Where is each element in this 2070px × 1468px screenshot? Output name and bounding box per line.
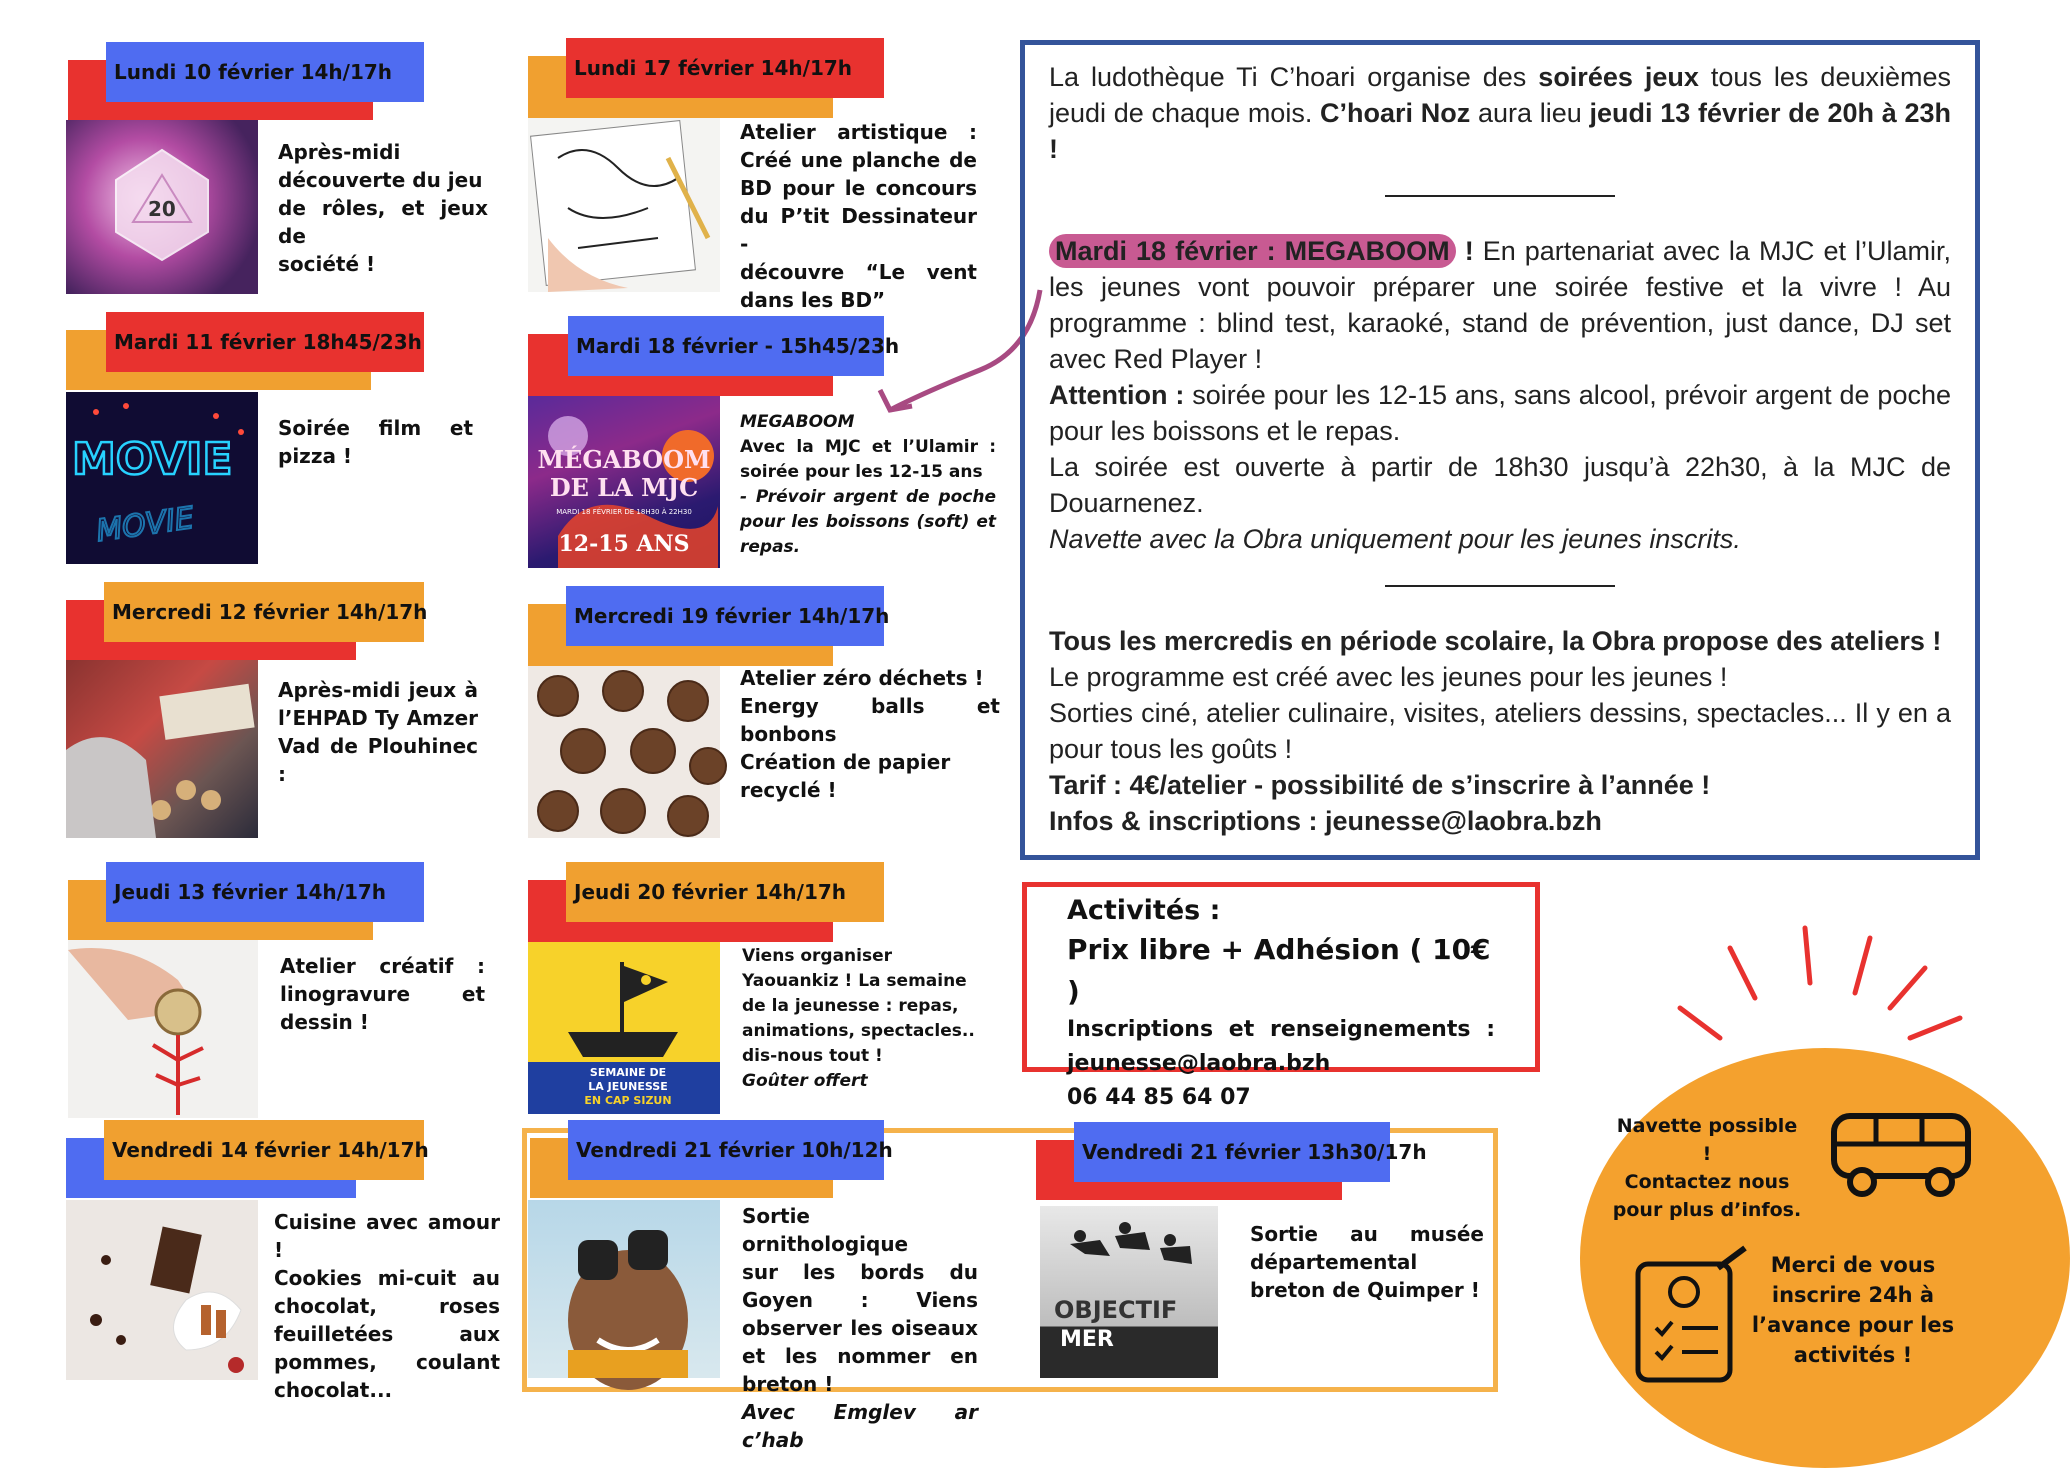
info-paragraph-5: Navette avec la Obra uniquement pour les jeunes inscrits. (1049, 524, 1741, 554)
desc-line: Sortie au musée (1250, 1222, 1484, 1246)
event-date: Vendredi 14 février 14h/17h (104, 1120, 424, 1180)
price-box (1022, 882, 1540, 1110)
yaouankiz-poster (528, 942, 720, 1114)
info-text: En partenariat avec la MJC et l’Ulamir, les jeunes vont pouvoir préparer une soirée festive et la vivre ! Au programme : blind test, karaoké, stand de prévention, just dance, DJ set avec Red Player ! (1049, 236, 1951, 374)
desc-line: observer les oiseaux (742, 1316, 978, 1340)
desc-line: dessin ! (280, 1010, 369, 1034)
event-desc (278, 138, 488, 278)
desc-line: Atelier créatif : (280, 954, 485, 978)
info-panel (1020, 40, 1980, 860)
desc-line: recyclé ! (740, 778, 837, 802)
event-date: Lundi 10 février 14h/17h (106, 42, 424, 102)
note-line: pour plus d’infos. (1612, 1199, 1802, 1221)
price-title: Activités : (1067, 895, 1221, 926)
desc-line: Avec la MJC et l’Ulamir : (740, 437, 996, 457)
energy-balls-image (528, 666, 720, 838)
info-paragraph-2 (1049, 233, 1951, 377)
desc-line: pizza ! (278, 444, 353, 468)
poster-line-2: MER (1060, 1327, 1114, 1352)
desc-line: Atelier zéro déchets ! (740, 666, 984, 690)
desc-line: Goyen : Viens (742, 1288, 978, 1312)
merci-note (1748, 1250, 1958, 1370)
desc-line: Viens organiser (742, 946, 893, 966)
desc-title: MEGABOOM (740, 412, 855, 432)
linocut-image (68, 940, 258, 1118)
desc-line: BD pour le concours (740, 176, 977, 200)
movie-sign-image (66, 392, 258, 564)
desc-line: pommes, coulant (274, 1350, 500, 1374)
desc-italic: - Prévoir argent de poche (740, 487, 996, 507)
info-bold: soirées jeux (1538, 62, 1699, 92)
info-paragraph-6: Tous les mercredis en période scolaire, la Obra propose des ateliers ! (1049, 626, 1942, 656)
desc-line: Cookies mi-cuit au (274, 1266, 500, 1290)
desc-line: découvre “Le vent (740, 260, 977, 284)
desc-line: découverte du jeu (278, 168, 483, 192)
desc-line: chocolat... (274, 1378, 393, 1402)
price-line: Prix libre + Adhésion ( 10€ ) (1067, 933, 1491, 1008)
event-date: Jeudi 13 février 14h/17h (106, 862, 424, 922)
desc-line: dis-nous tout ! (742, 1046, 883, 1066)
desc-line: Après-midi (278, 140, 401, 164)
event-desc (740, 410, 996, 560)
board-game-image (66, 660, 258, 838)
desc-line: breton de Quimper ! (1250, 1278, 1480, 1302)
info-text: tous les deuxièmes jeudi de chaque mois. (1049, 62, 1952, 128)
desc-line: départemental (1250, 1250, 1418, 1274)
desc-line: et les nommer en (742, 1344, 978, 1368)
desc-line: Vad de Plouhinec : (278, 734, 478, 786)
desc-line: sur les bords du (742, 1260, 978, 1284)
event-date: Mercredi 12 février 14h/17h (104, 582, 424, 642)
event-date: Lundi 17 février 14h/17h (566, 38, 884, 98)
info-paragraph-8: Sorties ciné, atelier culinaire, visites, ateliers dessins, spectacles... Il y en a pour tous les goûts ! (1049, 698, 1951, 764)
info-paragraph-4: La soirée est ouverte à partir de 18h30 jusqu’à 22h30, à la MJC de Douarnenez. (1049, 452, 1951, 518)
note-line: Navette possible ! (1616, 1115, 1798, 1165)
desc-line: Atelier artistique : (740, 120, 977, 144)
desc-line: Energy balls et bonbons (740, 694, 1000, 746)
info-paragraph-1 (1049, 59, 1951, 167)
info-paragraph-7: Le programme est créé avec les jeunes pour les jeunes ! (1049, 662, 1728, 692)
desc-line: dans les BD” (740, 288, 886, 312)
event-desc (278, 414, 473, 470)
poster-line-1: OBJECTIF (1054, 1296, 1178, 1324)
checklist-icon (1630, 1248, 1750, 1388)
note-line: activités ! (1793, 1343, 1913, 1367)
poster-line-2: LA JEUNESSE (588, 1080, 668, 1093)
movie-sign-text: MOVIE (72, 434, 233, 485)
info-bold: C’hoari Noz (1320, 98, 1471, 128)
event-desc (280, 952, 485, 1036)
poster-title-2: DE LA MJC (549, 473, 699, 502)
note-line: inscrire 24h à (1771, 1283, 1935, 1307)
desc-italic: repas. (740, 537, 801, 557)
desc-line: du P’tit Dessinateur - (740, 204, 977, 256)
note-line: Contactez nous (1624, 1171, 1790, 1193)
info-paragraph-3 (1049, 377, 1951, 449)
poster-age: 12-15 ANS (558, 531, 690, 557)
event-desc (742, 944, 992, 1094)
price-phone: 06 44 85 64 07 (1067, 1085, 1251, 1110)
event-date: Mercredi 19 février 14h/17h (566, 586, 884, 646)
desc-line: Après-midi jeux à (278, 678, 478, 702)
price-email: jeunesse@laobra.bzh (1067, 1051, 1331, 1076)
info-bold: ! (1455, 236, 1474, 266)
event-date: Mardi 11 février 18h45/23h (106, 312, 424, 372)
event-date: Vendredi 21 février 13h30/17h (1074, 1122, 1390, 1182)
note-line: Merci de vous (1770, 1253, 1936, 1277)
poster-title-1: MÉGABOOM (537, 445, 711, 474)
event-desc (274, 1208, 500, 1404)
desc-line: Yaouankiz ! La semaine (742, 971, 967, 991)
desc-line: de la jeunesse : repas, (742, 996, 959, 1016)
separator (1385, 195, 1615, 197)
poster-line-1: SEMAINE DE (589, 1066, 667, 1079)
chocolate-image (66, 1200, 258, 1380)
desc-line: feuilletées aux (274, 1322, 500, 1346)
event-desc (278, 676, 478, 788)
objectif-mer-poster (1040, 1206, 1218, 1378)
event-date: Vendredi 21 février 10h/12h (568, 1120, 884, 1180)
desc-line: l’EHPAD Ty Amzer (278, 706, 478, 730)
info-paragraph-10: Infos & inscriptions : jeunesse@laobra.bzh (1049, 806, 1602, 836)
event-desc (740, 664, 1000, 804)
info-bold: jeudi 13 février de 20h à 23h ! (1049, 98, 1951, 164)
note-line: l’avance pour les (1751, 1313, 1955, 1337)
price-inscriptions: Inscriptions et renseignements : (1067, 1017, 1495, 1042)
desc-italic: Avec Emglev ar c’hab (742, 1400, 978, 1452)
desc-line: linogravure et (280, 982, 485, 1006)
desc-line: Cuisine avec amour ! (274, 1210, 500, 1262)
desc-italic: Goûter offert (742, 1071, 868, 1091)
comic-drawing-image (528, 118, 720, 292)
poster-date: MARDI 18 FÉVRIER DE 18H30 À 22H30 (556, 508, 692, 516)
event-date: Jeudi 20 février 14h/17h (566, 862, 884, 922)
navette-note (1612, 1112, 1802, 1224)
svg-text:MOVIE: MOVIE (94, 500, 197, 550)
event-desc (742, 1202, 978, 1454)
info-text: soirée pour les 12-15 ans, sans alcool, prévoir argent de poche pour les boissons et le repas. (1049, 380, 1951, 446)
desc-line: animations, spectacles.. (742, 1021, 975, 1041)
desc-italic: pour les boissons (soft) et (740, 512, 996, 532)
attention-label: Attention : (1049, 380, 1185, 410)
separator (1385, 585, 1615, 587)
desc-line: société ! (278, 252, 376, 276)
desc-line: breton ! (742, 1372, 834, 1396)
attention-rays-icon (1660, 908, 1980, 1058)
info-paragraph-9: Tarif : 4€/atelier - possibilité de s’inscrire à l’année ! (1049, 770, 1711, 800)
desc-line: Sortie ornithologique (742, 1204, 909, 1256)
dice-image (66, 120, 258, 294)
info-text: aura lieu (1470, 98, 1590, 128)
desc-line: de rôles, et jeux de (278, 196, 488, 248)
desc-line: Créé une planche de (740, 148, 977, 172)
desc-line: Soirée film et (278, 416, 473, 440)
svg-text:20: 20 (148, 197, 176, 221)
event-desc (1250, 1220, 1484, 1304)
poster-line-3: EN CAP SIZUN (584, 1094, 672, 1107)
megaboom-highlight: Mardi 18 février : MEGABOOM (1049, 234, 1456, 268)
info-text: La ludothèque Ti C’hoari organise des (1049, 62, 1539, 92)
megaboom-poster (528, 396, 720, 568)
binoculars-image (528, 1200, 720, 1378)
desc-line: Création de papier (740, 750, 951, 774)
desc-line: chocolat, roses (274, 1294, 500, 1318)
desc-line: soirée pour les 12-15 ans (740, 462, 983, 482)
event-date: Mardi 18 février - 15h45/23h (568, 316, 884, 376)
bus-icon (1826, 1108, 1976, 1200)
